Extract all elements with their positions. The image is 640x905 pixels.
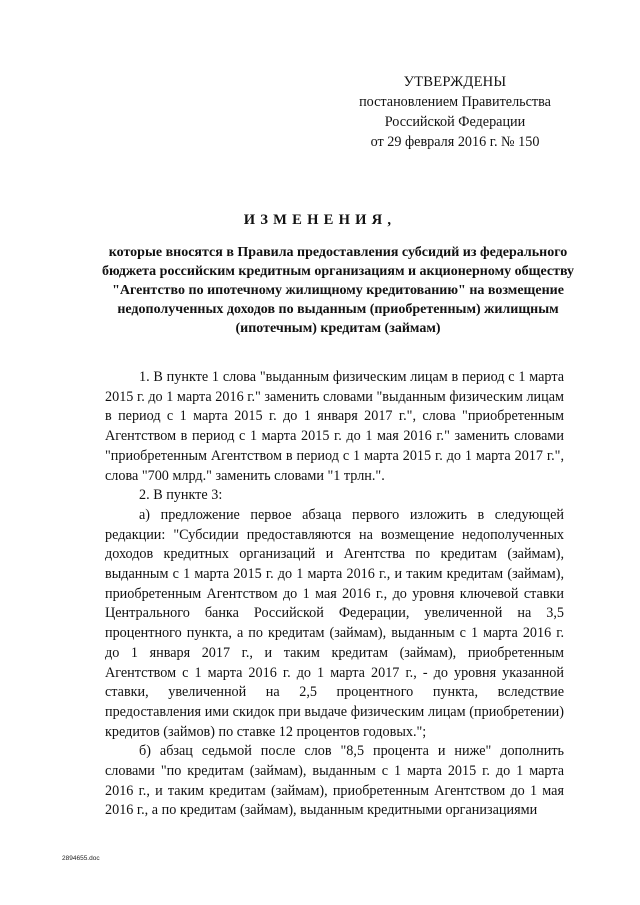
- approval-line-2: Российской Федерации: [384, 114, 526, 130]
- approval-line-1: постановлением Правительства: [359, 94, 551, 110]
- document-title: ИЗМЕНЕНИЯ,: [243, 212, 397, 228]
- file-name-footer: 2894655.doc: [62, 855, 100, 862]
- document-subtitle: которые вносятся в Правила предоставления субсидий из федерального бюджета российским кредитным организациям и акционерному обществу "Агентство по ипотечному жилищному кредитованию" на возмещение недополученных доходов по выданным (приобретенным) жилищным (ипотечным) кредитам (займам): [101, 245, 575, 336]
- paragraph-1: 1. В пункте 1 слова "выданным физическим лицам в период с 1 марта 2015 г. до 1 марта 2016 г." заменить словами "выданным физическим лицам в период с 1 марта 2015 г. до 1 января 2017 г.", слова "приобретенным Агентством в период с 1 марта 2015 г. до 1 мая 2016 г." заменить словами "приобретенным Агентством в период с 1 марта 2015 г. до 1 марта 2017 г.", слова "700 млрд." заменить словами "1 трлн.".: [105, 369, 564, 484]
- paragraph-3: а) предложение первое абзаца первого изложить в следующей редакции: "Субсидии предоставляются на возмещение недополученных доходов кредитных организаций и Агентства по кредитам (займам), выданным с 1 марта 2015 г. до 1 марта 2016 г., и таким кредитам (займам), приобретенным Агентством до 1 мая 2016 г., до уровня ключевой ставки Центрального банка Российской Федерации, увеличенной на 3,5 процентного пункта, а по кредитам (займам), выданным с 1 марта 2016 г. до 1 января 2017 г., и таким кредитам (займам), приобретенным Агентством с 1 марта 2016 г. до 1 марта 2017 г., - до уровня указанной ставки, увеличенной на 2,5 процентного пункта, вследствие предоставления ими скидок при выдаче физическим лицам (приобретении) кредитов (займов) по ставке 12 процентов годовых.";: [105, 506, 564, 740]
- document-body: [105, 368, 564, 821]
- paragraph-4: б) абзац седьмой после слов "8,5 процента и ниже" дополнить словами "по кредитам (займам), выданным с 1 марта 2015 г. до 1 марта 2016 г., и таким кредитам (займам), приобретенным Агентством до 1 мая 2016 г., а по кредитам (займам), выданным кредитными организациями: [105, 743, 564, 819]
- approval-block: [340, 72, 570, 152]
- approval-heading: УТВЕРЖДЕНЫ: [403, 74, 507, 90]
- approval-line-3: от 29 февраля 2016 г. № 150: [370, 134, 540, 150]
- paragraph-2: 2. В пункте 3:: [139, 487, 223, 504]
